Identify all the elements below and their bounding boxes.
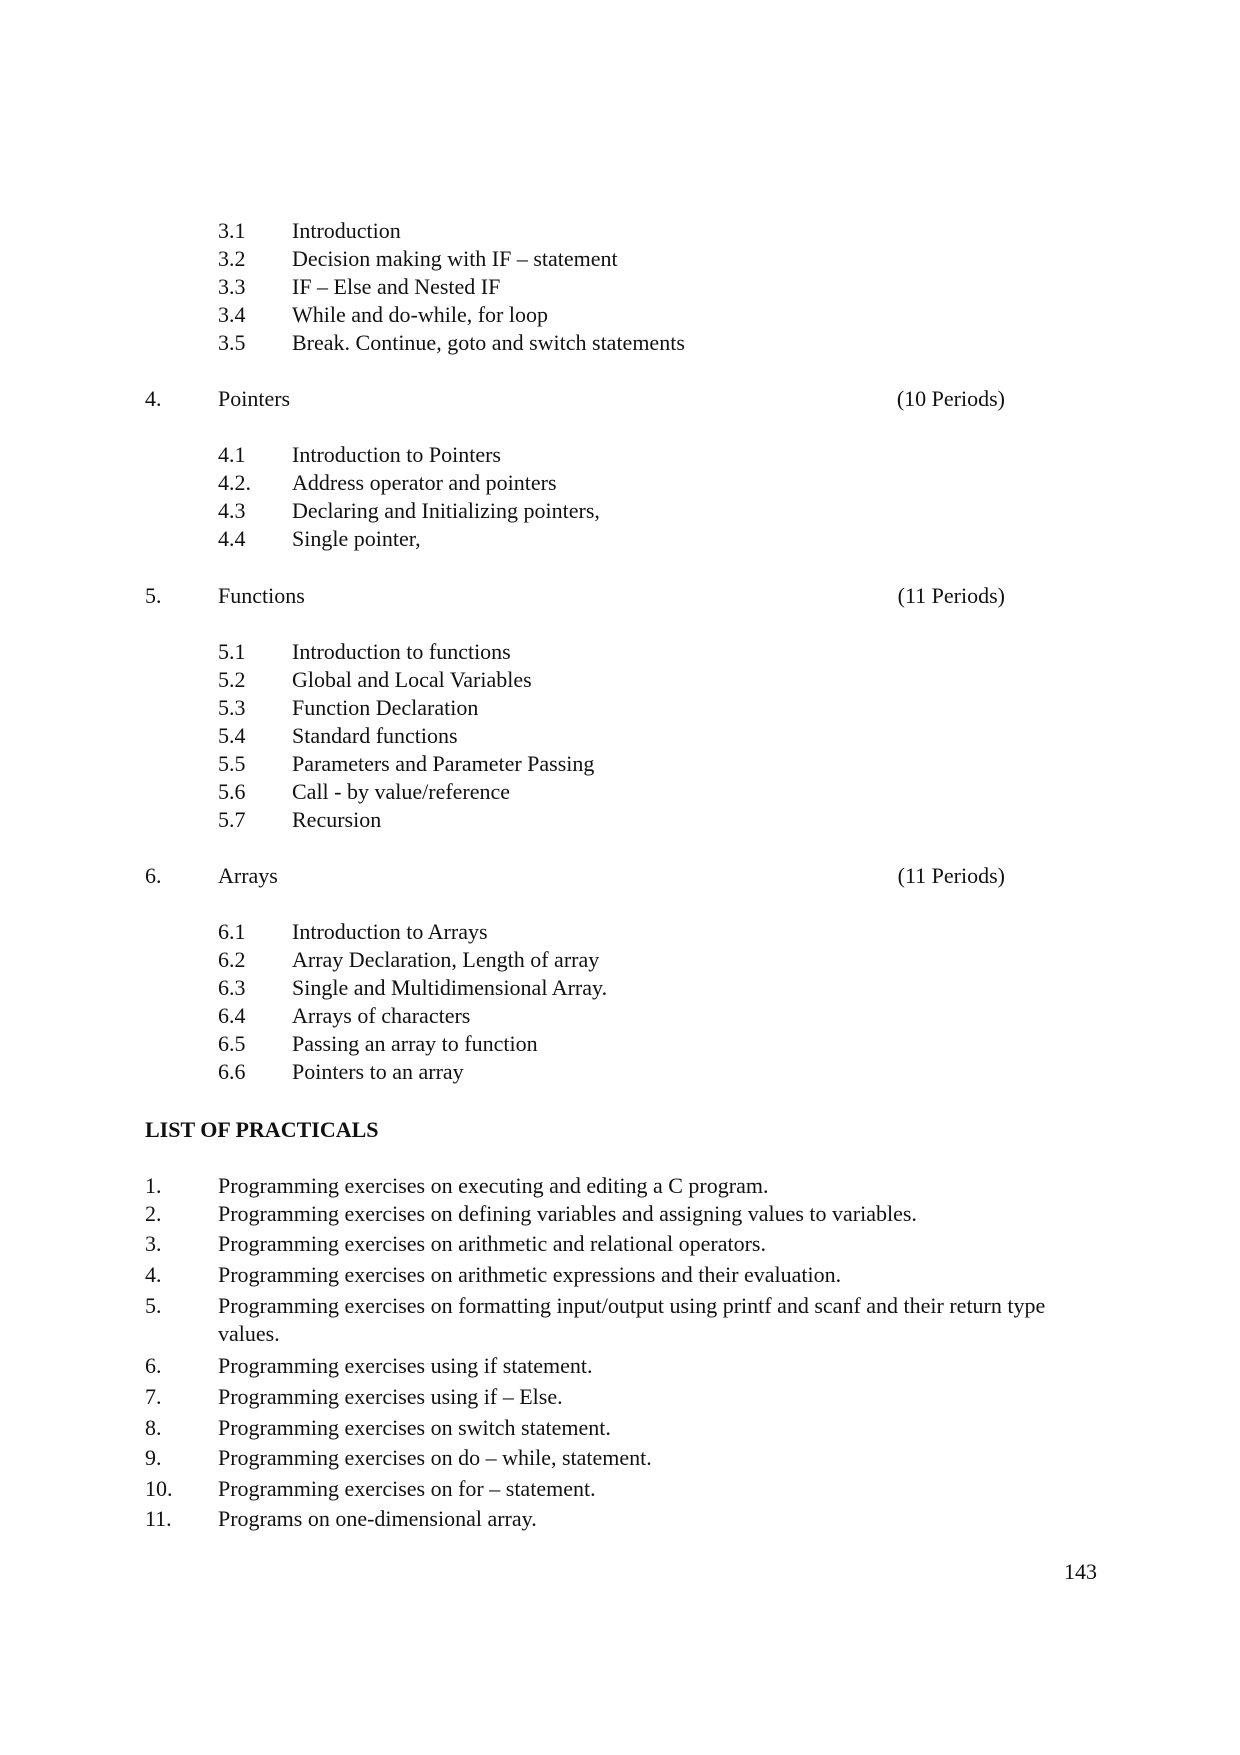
practical-item [145,1444,1105,1472]
subtopic-number: 5.5 [218,751,246,776]
subtopic-text: Call - by value/reference [292,779,511,804]
subtopic-text: While and do-while, for loop [292,302,548,327]
subtopic-number: 6.3 [218,975,246,1000]
practical-number: 9. [145,1445,162,1470]
subtopic-row [218,1002,470,1030]
practical-text: Programming exercises on arithmetic and relational operators. [218,1231,766,1256]
practical-item [145,1172,1105,1200]
subtopic-row [218,329,685,357]
subtopic-row [218,273,500,301]
subtopic-row [218,918,488,946]
section-periods: (11 Periods) [897,583,1005,608]
practicals-heading: LIST OF PRACTICALS [145,1117,379,1142]
subtopic-text: Address operator and pointers [292,470,557,495]
subtopic-text: Break. Continue, goto and switch statements [292,330,685,355]
subtopic-text: Standard functions [292,723,458,748]
practical-item [145,1200,1105,1228]
subtopic-row [218,694,478,722]
subtopic-text: Function Declaration [292,695,479,720]
subtopic-row [218,666,532,694]
subtopic-row [218,441,501,469]
subtopic-number: 3.2 [218,246,246,271]
subtopic-text: Introduction to functions [292,639,511,664]
practical-text: Programming exercises on defining variables and assigning values to variables. [218,1201,917,1226]
practical-number: 2. [145,1201,162,1226]
subtopic-text: Single pointer, [292,526,421,551]
subtopic-number: 4.1 [218,442,246,467]
practical-number: 8. [145,1415,162,1440]
practical-item [145,1475,1105,1503]
subtopic-text: Passing an array to function [292,1031,538,1056]
practical-text: Programming exercises on executing and editing a C program. [218,1173,769,1198]
practical-item [145,1261,1105,1289]
practical-text: Programming exercises on arithmetic expressions and their evaluation. [218,1262,842,1287]
section-title: Functions [218,583,305,608]
practical-number: 1. [145,1173,162,1198]
practical-text: Programming exercises on switch statement. [218,1415,611,1440]
subtopic-row [218,469,557,497]
subtopic-row [218,778,510,806]
subtopic-row [218,722,458,750]
subtopic-number: 6.6 [218,1059,246,1084]
subtopic-text: Declaring and Initializing pointers, [292,498,600,523]
subtopic-row [218,217,401,245]
practical-number: 10. [145,1476,173,1501]
subtopic-number: 4.3 [218,498,246,523]
page-number: 143 [1064,1559,1097,1584]
subtopic-number: 3.5 [218,330,246,355]
subtopic-row [218,525,421,553]
subtopic-number: 5.6 [218,779,246,804]
subtopic-text: Introduction [292,218,401,243]
subtopic-row [218,750,594,778]
subtopic-row [218,974,607,1002]
subtopic-text: Introduction to Arrays [292,919,488,944]
section-number: 6. [145,863,162,888]
practical-item [145,1383,1105,1411]
practical-text: Programs on one-dimensional array. [218,1506,537,1531]
practical-item [145,1505,1105,1533]
subtopic-number: 5.4 [218,723,246,748]
practical-number: 7. [145,1384,162,1409]
subtopic-row [218,1030,538,1058]
practical-number: 4. [145,1262,162,1287]
section-periods: (11 Periods) [897,863,1005,888]
practical-number: 6. [145,1353,162,1378]
subtopic-text: Arrays of characters [292,1003,471,1028]
subtopic-number: 6.5 [218,1031,246,1056]
practical-number: 5. [145,1293,162,1318]
subtopic-row [218,497,600,525]
practical-item [145,1414,1105,1442]
subtopic-row [218,806,381,834]
subtopic-number: 3.3 [218,274,246,299]
practical-text: Programming exercises on formatting input/output using printf and scanf and their return type values. [218,1293,1046,1346]
subtopic-number: 5.7 [218,807,246,832]
section-number: 4. [145,386,162,411]
subtopic-text: Recursion [292,807,382,832]
section-periods: (10 Periods) [896,386,1005,411]
subtopic-text: Introduction to Pointers [292,442,501,467]
section-heading-arrays [145,862,1005,890]
subtopic-number: 6.2 [218,947,246,972]
subtopic-text: Pointers to an array [292,1059,464,1084]
subtopic-number: 4.4 [218,526,246,551]
subtopic-row [218,245,618,273]
subtopic-row [218,1058,464,1086]
subtopic-text: Decision making with IF – statement [292,246,618,271]
subtopic-row [218,301,548,329]
subtopic-number: 5.1 [218,639,246,664]
practical-number: 11. [145,1506,172,1531]
section-title: Pointers [218,386,291,411]
practical-text: Programming exercises on do – while, statement. [218,1445,652,1470]
subtopic-text: Parameters and Parameter Passing [292,751,595,776]
subtopic-number: 5.2 [218,667,246,692]
section-heading-functions [145,582,1005,610]
section-number: 5. [145,583,162,608]
subtopic-number: 3.1 [218,218,246,243]
subtopic-number: 6.1 [218,919,246,944]
practical-text: Programming exercises using if statement. [218,1353,593,1378]
subtopic-text: Single and Multidimensional Array. [292,975,608,1000]
practical-number: 3. [145,1231,162,1256]
section-title: Arrays [218,863,278,888]
subtopic-text: IF – Else and Nested IF [292,274,501,299]
subtopic-text: Global and Local Variables [292,667,532,692]
practical-item [145,1230,1105,1258]
subtopic-row [218,946,599,974]
subtopic-number: 6.4 [218,1003,246,1028]
practical-item [145,1292,1105,1348]
section-heading-pointers [145,385,1005,413]
practical-text: Programming exercises using if – Else. [218,1384,563,1409]
subtopic-number: 5.3 [218,695,246,720]
practical-item [145,1352,1105,1380]
subtopic-text: Array Declaration, Length of array [292,947,600,972]
subtopic-row [218,638,511,666]
practical-text: Programming exercises on for – statement. [218,1476,596,1501]
subtopic-number: 4.2. [218,470,251,495]
subtopic-number: 3.4 [218,302,246,327]
